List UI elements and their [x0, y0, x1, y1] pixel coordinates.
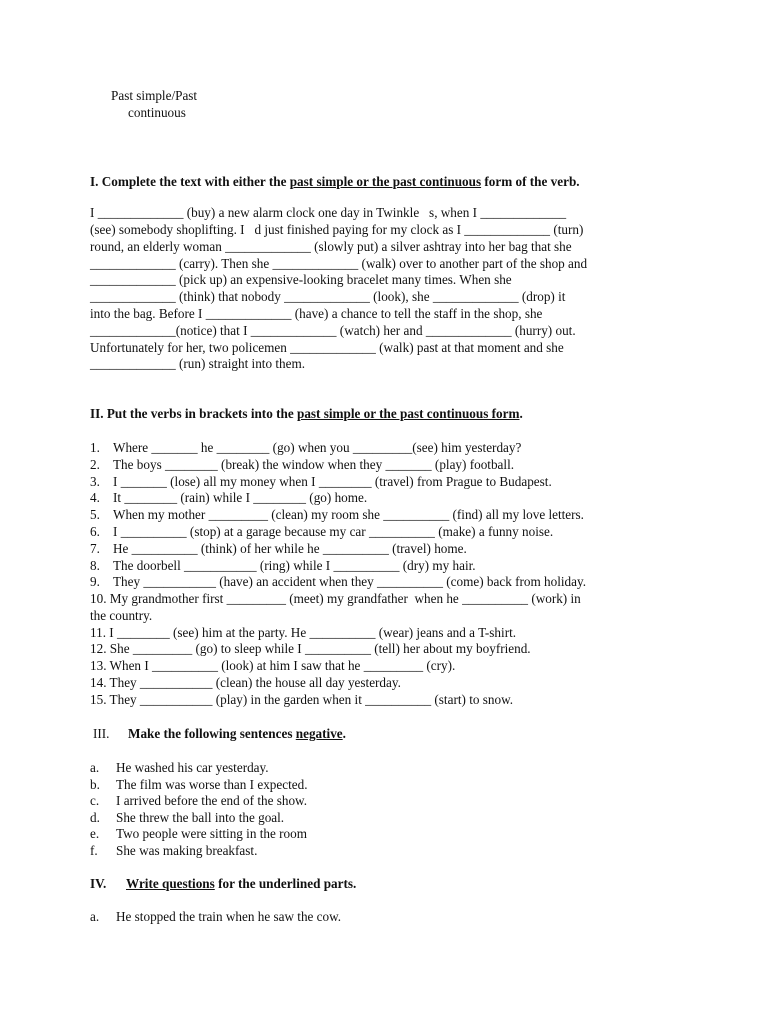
- exercise-item: 7. He __________ (think) of her while he __________ (travel) home.: [90, 541, 467, 556]
- section4-heading: IV. Write questions for the underlined parts.: [90, 876, 357, 891]
- exercise-item: 13. When I __________ (look) at him I saw that he _________ (cry).: [90, 658, 456, 673]
- exercise-item: 12. She _________ (go) to sleep while I __________ (tell) her about my boyfriend.: [90, 641, 531, 656]
- section1-heading-underlined: past simple or the past continuous: [289, 174, 482, 189]
- exercise-item: 14. They ___________ (clean) the house all day yesterday.: [90, 675, 401, 690]
- section1-text-line: _____________ (pick up) an expensive-looking bracelet many times. When she: [90, 272, 512, 287]
- exercise-item: 2. The boys ________ (break) the window when they _______ (play) football.: [90, 457, 515, 472]
- exercise-item: 1. Where _______ he ________ (go) when you _________(see) him yesterday?: [90, 440, 522, 455]
- exercise-item: 9. They ___________ (have) an accident when they __________ (come) back from holiday.: [90, 574, 587, 589]
- section2-heading: II. Put the verbs in brackets into the past simple or the past continuous form.: [90, 406, 523, 421]
- section1-text-line: _____________ (run) straight into them.: [90, 356, 306, 371]
- section4-numeral: IV.: [90, 876, 107, 891]
- section1-heading: I. Complete the text with either the past simple or the past continuous form of the verb.: [90, 174, 580, 189]
- exercise-item-10-line2: the country.: [90, 608, 153, 623]
- exercise-item-10-line1: 10. My grandmother first _________ (meet) my grandfather when he __________ (work) in: [90, 591, 581, 606]
- section3-heading: III. Make the following sentences negative.: [93, 726, 346, 741]
- negative-item: d. She threw the ball into the goal.: [90, 810, 285, 825]
- section1-text-line: into the bag. Before I _____________ (have) a chance to tell the staff in the shop, she: [90, 306, 543, 321]
- exercise-item: 6. I __________ (stop) at a garage because my car __________ (make) a funny noise.: [90, 524, 554, 539]
- section1-text-line: round, an elderly woman _____________ (slowly put) a silver ashtray into her bag that she: [90, 239, 572, 254]
- section1-text-line: I _____________ (buy) a new alarm clock one day in Twinkle s, when I _____________: [90, 205, 567, 220]
- section1-text-line: Unfortunately for her, two policemen _____________ (walk) past at that moment and she: [90, 340, 564, 355]
- negative-item: b. The film was worse than I expected.: [90, 777, 308, 792]
- section3-heading-underlined: negative: [295, 726, 343, 741]
- worksheet-title-line2: continuous: [128, 105, 186, 120]
- section1-text-line: _____________ (think) that nobody _____________ (look), she _____________ (drop) it: [90, 289, 566, 304]
- exercise-item: 3. I _______ (lose) all my money when I ________ (travel) from Prague to Budapest.: [90, 474, 552, 489]
- negative-item: f. She was making breakfast.: [90, 843, 258, 858]
- section2-heading-underlined: past simple or the past continuous form: [296, 406, 520, 421]
- negative-item: c. I arrived before the end of the show.: [90, 793, 308, 808]
- negative-item: a. He washed his car yesterday.: [90, 760, 269, 775]
- exercise-item: 4. It ________ (rain) while I ________ (go) home.: [90, 490, 368, 505]
- exercise-item: 15. They ___________ (play) in the garden when it __________ (start) to snow.: [90, 692, 514, 707]
- question-item: a. He stopped the train when he saw the cow.: [90, 909, 342, 924]
- section4-heading-underlined: Write questions: [126, 876, 215, 891]
- negative-item: e. Two people were sitting in the room: [90, 826, 307, 841]
- section1-text-line: (see) somebody shoplifting. I d just finished paying for my clock as I _____________ (turn): [90, 222, 584, 237]
- exercise-item: 8. The doorbell ___________ (ring) while I __________ (dry) my hair.: [90, 558, 476, 573]
- section3-numeral: III.: [93, 726, 110, 741]
- section1-text-line: _____________(notice) that I _____________ (watch) her and _____________ (hurry) out.: [90, 323, 576, 338]
- exercise-item: 5. When my mother _________ (clean) my room she __________ (find) all my love letters.: [90, 507, 584, 522]
- section1-text-line: _____________ (carry). Then she _____________ (walk) over to another part of the shop and: [90, 256, 588, 271]
- worksheet-title-line1: Past simple/Past: [111, 88, 198, 103]
- exercise-item: 11. I ________ (see) him at the party. He __________ (wear) jeans and a T-shirt.: [90, 625, 517, 640]
